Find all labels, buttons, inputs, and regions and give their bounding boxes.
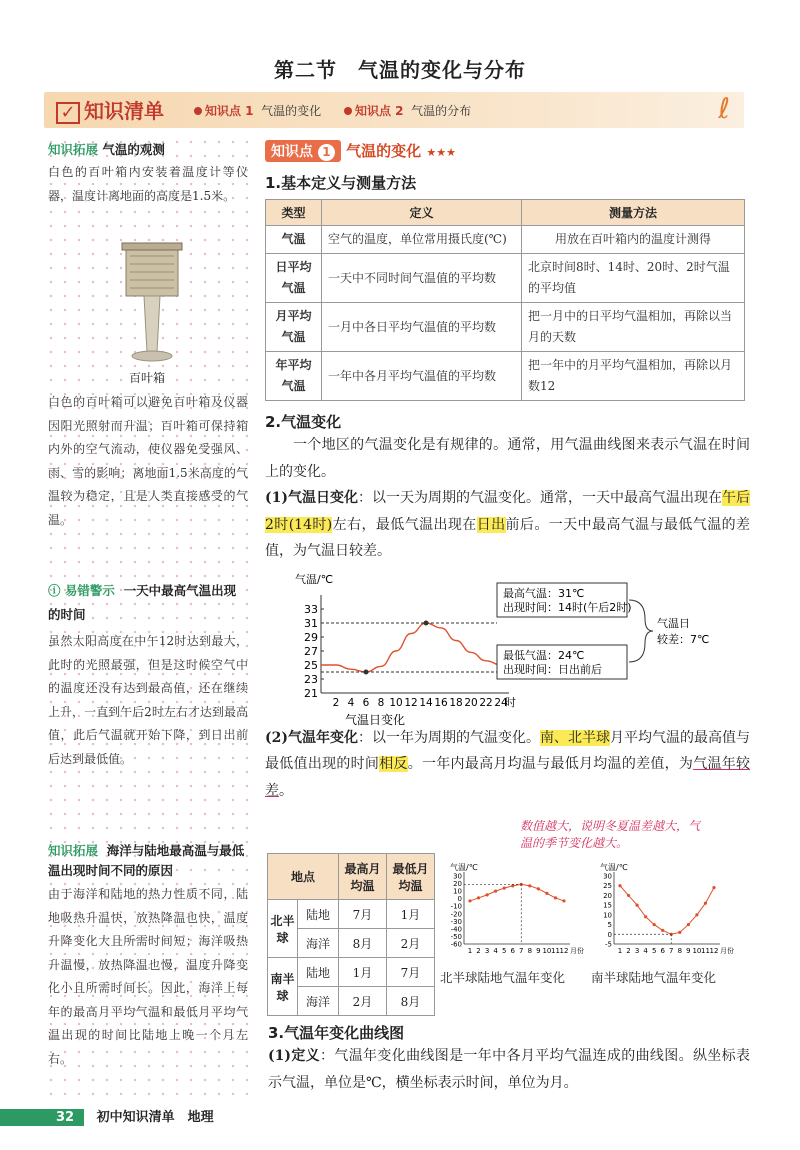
y-axis-label: 气温/℃	[600, 863, 628, 872]
data-point	[712, 886, 715, 889]
sidebar-box-sea-land	[48, 841, 248, 1071]
box-title: 气温的观测	[102, 142, 165, 157]
x-tick-label: 4	[643, 947, 648, 955]
data-point	[485, 893, 488, 896]
x-tick-label: 4	[347, 696, 355, 709]
brace-icon	[629, 600, 653, 662]
page-number: 32	[0, 1109, 84, 1126]
y-tick-label: -20	[450, 910, 462, 919]
sea-land-table	[267, 853, 435, 1016]
handwritten-note: 数值越大，说明冬夏温差越大，气温的季节变化越大。	[520, 819, 701, 850]
section-3-paragraph: (1)定义：气温年变化曲线图是一年中各月平均气温连成的曲线图。纵坐标表示气温，单位是℃，横坐标表示时间，单位为月。	[268, 1048, 750, 1091]
table-header: 定义	[322, 200, 522, 226]
data-point	[468, 899, 471, 902]
definition-table	[265, 199, 745, 401]
x-axis-label: 月份	[720, 947, 734, 955]
y-tick-label: 20	[603, 891, 612, 900]
x-tick-label: 6	[362, 696, 370, 709]
y-tick-label: 15	[603, 901, 612, 910]
banner-kp2[interactable]: 知识点 2 气温的分布	[344, 102, 471, 119]
checkmark-icon: ✓	[56, 102, 80, 124]
table-row: 月平均气温 一月中各日平均气温值的平均数 把一月中的日平均气温相加，再除以当月的天数	[266, 303, 745, 352]
data-point	[635, 904, 638, 907]
y-tick-label: 10	[603, 911, 612, 920]
image-caption: 百叶箱	[128, 371, 165, 385]
data-point	[477, 896, 480, 899]
page-footer	[0, 1106, 214, 1126]
y-tick-label: 29	[304, 630, 318, 644]
tag-warning: ⓘ 易错警示	[48, 583, 115, 598]
range-value: 较差：7℃	[657, 632, 710, 646]
series-line	[620, 886, 714, 935]
data-point	[545, 892, 548, 895]
x-tick-label: 11	[550, 947, 560, 955]
data-point	[695, 913, 698, 916]
x-tick-label: 2	[626, 947, 631, 955]
section-3-title: 3.气温年变化曲线图	[268, 1024, 405, 1042]
x-tick-label: 4	[493, 947, 498, 955]
y-tick-label: 5	[607, 921, 612, 930]
min-time: 出现时间：日出前后	[503, 662, 602, 676]
x-tick-label: 14	[419, 696, 433, 709]
table-row: 年平均气温 一年中各月平均气温值的平均数 把一年中的月平均气温相加，再除以月数12	[266, 352, 745, 401]
section-2-title: 2.气温变化	[265, 413, 342, 431]
y-tick-label: 27	[304, 644, 318, 658]
table-row: 气温 空气的温度，单位常用摄氏度(℃) 用放在百叶箱内的温度计测得	[266, 226, 745, 254]
chart-caption-north: 北半球陆地气温年变化	[440, 970, 566, 985]
data-point	[704, 902, 707, 905]
series-line	[321, 623, 501, 672]
x-tick-label: 10	[389, 696, 403, 709]
sidebar	[44, 135, 250, 1095]
page-title: 第二节 气温的变化与分布	[274, 58, 526, 82]
min-point	[364, 669, 369, 674]
y-tick-label: 20	[453, 880, 462, 889]
x-tick-label: 12	[404, 696, 418, 709]
y-tick-label: 10	[453, 887, 462, 896]
x-tick-label: 9	[536, 947, 541, 955]
y-tick-label: 23	[304, 672, 318, 686]
south-annual-chart	[590, 860, 735, 978]
dot-icon	[194, 107, 202, 115]
x-tick-label: 5	[501, 947, 507, 955]
y-tick-label: 25	[603, 882, 612, 891]
section-1-title: 1.基本定义与测量方法	[265, 174, 417, 192]
y-tick-label: -60	[450, 940, 462, 949]
annual-variation-paragraph: (2)气温年变化：以一年为周期的气温变化。南、北半球月平均气温的最高值与最低值出现的时间相反。一年内最高月均温与最低月均温的差值，为气温年较差。	[265, 729, 751, 799]
y-tick-label: -40	[450, 925, 462, 934]
x-axis-label: 月份	[570, 947, 584, 955]
table-header: 最高月均温	[339, 854, 387, 900]
series-line	[470, 884, 564, 901]
data-point	[528, 884, 531, 887]
y-tick-label: -10	[450, 902, 462, 911]
chart-title: 气温日变化	[344, 712, 406, 727]
daily-variation-paragraph: (1)气温日变化：以一天为周期的气温变化。通常，一天中最高气温出现在午后2时(14时)左右，最低气温出现在日出前后。一天中最高气温与最低气温的差值，为气温日较差。	[265, 490, 751, 559]
x-tick-label: 2	[332, 696, 340, 709]
x-tick-label: 9	[686, 947, 691, 955]
max-label: 最高气温：31℃	[503, 586, 585, 600]
x-tick-label: 10	[692, 947, 702, 955]
data-point	[511, 884, 514, 887]
table-header: 测量方法	[522, 200, 745, 226]
table-row: 海洋 2月 8月	[268, 987, 435, 1016]
y-tick-label: 21	[304, 686, 318, 700]
main-content	[265, 140, 750, 804]
x-tick-label: 20	[464, 696, 478, 709]
x-tick-label: 1	[467, 947, 473, 955]
box-title: 一天中最高气温出现的时间	[48, 583, 237, 622]
sidebar-box-observe	[48, 141, 248, 208]
x-axis-label: 时	[505, 695, 516, 709]
x-tick-label: 6	[510, 947, 515, 955]
box-text-2: 白色的百叶箱可以避免百叶箱及仪器因阳光照射而升温；百叶箱可保持箱内外的空气流动，使仪器免受强风、雨、雪的影响；离地面1.5米高度的气温较为稳定，且是人类直接感受的气温。	[48, 395, 248, 527]
x-tick-label: 12	[559, 947, 569, 955]
y-tick-label: 0	[607, 930, 612, 939]
data-point	[627, 894, 630, 897]
box-text: 由于海洋和陆地的热力性质不同，陆地吸热升温快，放热降温也快，温度升降变化大且所需时间短；海洋吸热升温慢，放热降温也慢，温度升降变化小且所需时间长。因此，海洋上每年的最高月平均气温和最低月平均气温出现的时间比陆地上晚一个月左右。	[48, 887, 248, 1066]
y-tick-label: 31	[304, 616, 318, 630]
book-title: 初中知识清单 地理	[96, 1110, 214, 1125]
table-row: 海洋 8月 2月	[268, 929, 435, 958]
box-text: 白色的百叶箱内安装着温度计等仪器，温度计离地面的高度是1.5米。	[48, 165, 248, 203]
x-tick-label: 7	[519, 947, 524, 955]
table-header: 最低月均温	[387, 854, 435, 900]
kp-heading	[265, 140, 750, 162]
y-axis-label: 气温/℃	[295, 572, 334, 586]
x-tick-label: 8	[677, 947, 683, 955]
x-tick-label: 8	[377, 696, 385, 709]
x-tick-label: 6	[660, 947, 665, 955]
x-tick-label: 18	[449, 696, 463, 709]
banner-logo: ✓ 知识清单	[56, 95, 164, 124]
data-point	[562, 899, 565, 902]
table-row: 北半球 陆地 7月 1月	[268, 900, 435, 929]
x-tick-label: 7	[669, 947, 674, 955]
x-tick-label: 16	[434, 696, 448, 709]
chart-caption-south: 南半球陆地气温年变化	[591, 970, 717, 985]
data-point	[503, 886, 506, 889]
louver-box-image	[120, 240, 184, 364]
data-point	[554, 896, 557, 899]
x-tick-label: 2	[476, 947, 481, 955]
data-point	[687, 923, 690, 926]
y-tick-label: 33	[304, 602, 318, 616]
x-tick-label: 8	[527, 947, 533, 955]
data-point	[678, 931, 681, 934]
x-tick-label: 24	[494, 696, 508, 709]
banner-kp1[interactable]: 知识点 1 气温的变化	[194, 102, 321, 119]
tag-expand: 知识拓展	[48, 843, 99, 858]
data-point	[644, 915, 647, 918]
box-text: 虽然太阳高度在中午12时达到最大，此时的光照最强，但是这时候空气中的温度还没有达到最高值，还在继续上升，一直到午后2时左右才达到最高值，此后气温就开始下降，到日出前后达到最低值。	[48, 634, 248, 766]
star-rating: ★★★	[426, 146, 456, 159]
data-point	[537, 887, 540, 890]
range-label: 气温日	[657, 616, 690, 630]
min-label: 最低气温：24℃	[503, 648, 585, 662]
y-tick-label: -30	[450, 917, 462, 926]
y-axis-label: 气温/℃	[450, 863, 478, 872]
dot-icon	[344, 107, 352, 115]
x-tick-label: 5	[651, 947, 657, 955]
table-row: 日平均气温 一天中不同时间气温值的平均数 北京时间8时、14时、20时、2时气温的平均值	[266, 254, 745, 303]
x-tick-label: 22	[479, 696, 493, 709]
x-tick-label: 1	[617, 947, 623, 955]
y-tick-label: 0	[457, 895, 462, 904]
y-tick-label: 30	[453, 872, 462, 881]
table-header: 地点	[268, 854, 339, 900]
y-tick-label: 30	[603, 872, 612, 881]
x-tick-label: 11	[700, 947, 710, 955]
x-tick-label: 3	[634, 947, 640, 955]
data-point	[661, 929, 664, 932]
max-time: 出现时间：14时(午后2时)	[503, 600, 632, 614]
y-tick-label: -50	[450, 932, 462, 941]
y-tick-label: 25	[304, 658, 318, 672]
data-point	[618, 884, 621, 887]
data-point	[653, 923, 656, 926]
sidebar-box-warning	[48, 579, 248, 771]
daily-temp-chart	[265, 569, 745, 727]
kp-title: 气温的变化	[346, 142, 422, 160]
north-annual-chart	[440, 860, 585, 978]
box-title: 海洋与陆地最高温与最低温出现时间不同的原因	[48, 843, 245, 878]
tag-expand: 知识拓展	[48, 142, 99, 157]
x-tick-label: 10	[542, 947, 552, 955]
table-row: 南半球 陆地 1月 7月	[268, 958, 435, 987]
data-point	[494, 890, 497, 893]
y-tick-label: -5	[605, 940, 612, 949]
x-tick-label: 3	[484, 947, 490, 955]
max-point	[424, 620, 429, 625]
knowledge-banner	[44, 92, 744, 128]
kp-badge: 知识点 1	[265, 140, 341, 162]
section-2-paragraph: 一个地区的气温变化是有规律的。通常，用气温曲线图来表示气温在时间上的变化。	[265, 437, 750, 480]
table-header: 类型	[266, 200, 322, 226]
x-tick-label: 12	[709, 947, 719, 955]
swirl-icon: ℓ	[718, 92, 730, 125]
